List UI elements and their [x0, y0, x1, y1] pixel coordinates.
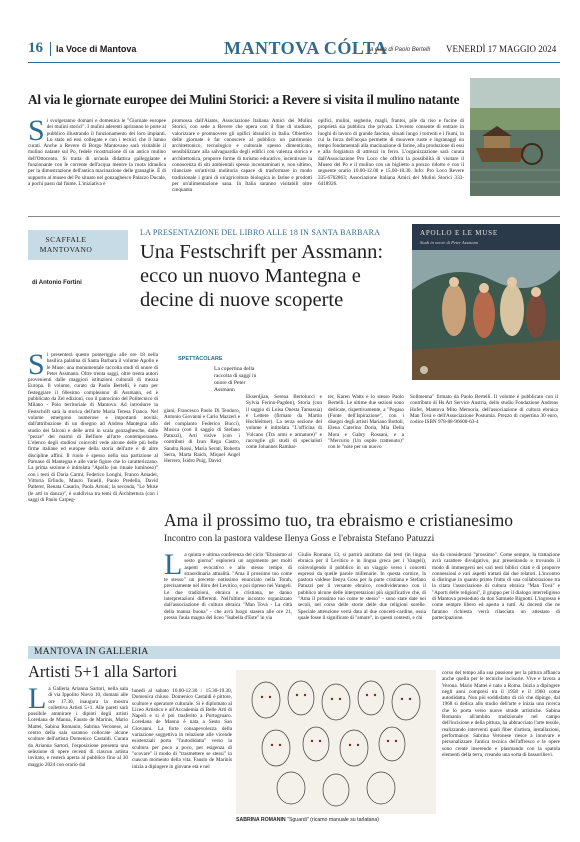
book-series-title: APOLLO E LE MUSE	[420, 229, 498, 237]
festschrift-col5-text: Sollmenna" firmato da Paolo Bertelli. Il volume è pubblicato con il contributo di Hs Art Service Austria, dello studio Fondazione Andreas Hofer, Mantova Mito Memoria, dell'associazione di cultura ebraica Man Tovà e dell'Associazione Postumia. Prezzo di copertina 30 euro, codice ISBN 978-88-96600-63-4	[410, 394, 558, 426]
issue-date: VENERDÌ 17 MAGGIO 2024	[446, 44, 557, 54]
festschrift-col1-text: i presenterà questo pomeriggio alle ore 18 nella basilica palatina di Santa Barbara il volume Apollo e le Muse: una monumentale raccolta studi di onore di Peter Assmann. Oltre trenta saggi, oltre trenta autori provenienti dalle maggiori istituzioni culturali di mezza Europa. Il volume, curato da Paolo Bertelli, è nato per festeggiare il 60esimo compleanno di Assmann, ed è pubblicato da Zel edizioni, con il patrocinio del Politecnico di Milano - Polo territoriale di Mantova. Ad introdurre la Festschrift sarà la storica dell'arte Maria Teresa Franco. Nel volume emergono numerose e importanti novità: dall'attribuzione di un disegno ad Andrea Mantegna allo studio dei falconi e delle armi in scala gonzaghesche, dalle "pezze" dei marmi di Belfiore all'arte contemporanea. L'elenco degli studiosi coinvolti vede alcune delle più belle firme italiane ed europee della storia dell'arte e di altre discipline affini. Il ruolo è spesso nella sua partizione al Parnaso di Mantegna e alle varie figure che lo caratterizzano. La prima sezione è intitolata "Apollo (un rituale luminoso)" con i testi di Daria Carmi, Federico Longhi, Franco Amadei, Vittoria Erlindo, Mauro Tonelli, Paolo Predella, David Palterer, Renata Casarin, Paola Artoni; la seconda, "Le Muse (le arti in danza)", è suddivisa tra temi di Architettura (con i saggi di Paolo Carpeg-	[28, 352, 158, 503]
article-author: di Antonio Fortini	[32, 280, 82, 286]
sguardi-artwork	[236, 670, 436, 814]
ebraismo-headline: Ama il prossimo tuo, tra ebraismo e cristianesimo	[164, 510, 513, 530]
festschrift-col2-text: giani, Francesco Paolo Di Teodoro, Antonio Giovanni e Carlo Mazzeri e del compianto Federico Bucci), Musica (con il saggio di Stefano Patuzzi), Arti visive (con i contributi di Ivan Rega Castro, Sandra Rossi, Maria Serati, Roberta Serra, Marta Raich, Miquel Angel Herrero, Isidro Puig, David	[164, 408, 240, 465]
artwork-caption	[236, 817, 436, 823]
mulini-dropcap: S	[28, 118, 45, 147]
galleria-column-1	[28, 686, 128, 826]
book-subtitle: Studi in onore di Peter Assmann	[420, 240, 479, 245]
mulini-col1-text: i svolgeranno domani e domenica le "Giornate europee dei mulini storici". I mulini aderenti apriranno le porte al pubblico illustrando il funzionamento dei loro impianti. Lo stato ed essi collegate e con i tecnici che li hanno curati. Anche a Revere di Borgo Mantovano sarà visitabile il mulino natante sul Po, fedele ricostruzione di un antico mulino dell'Ottocento. Si tratta di un'aula didattica galleggiante e funzionante con le corrente dell'acqua mentre la ruota idraulica per la dimostrazione dell'antica macinazione delle granaglie. È di supporto al museo del Po situato nel gonzaghesco Palazzo Ducale, a pochi passi dal fiume. L'iniziativa è	[28, 118, 166, 187]
festschrift-headline: Una Festschrift per Assmann: ecco un nuovo Mantegna e decine di nuove scoperte	[140, 241, 384, 311]
book-cover	[412, 224, 560, 380]
ebraismo-col3-text: sia da considerarsi "prossimo". Come sempre, la trattazione avrà carattere divulgativo, pur presentando e trovando il modo di immergersi nei vari testi biblici citati e di proporre connessioni e vari aspetti trattati dai due relatori. L'incontro si distingue in quanto primo frutto di una collaborazione tra la citata l'associazione di cultura ebraica "Man Tovà" e "Aporti delle religioni", il gruppo per il dialogo interreligioso di Mantova presieduto da don Samuele Bignotti. L'ingresso è come sempre libero ed aperto a tutti. Ai docenti che ne faranno richiesta verrà rilasciato un attestato di partecipazione.	[432, 552, 560, 621]
festschrift-column-1	[28, 352, 158, 638]
galleria-column-2	[132, 688, 232, 826]
section-title: MANTOVA CÓLTA	[224, 38, 388, 58]
galleria-col2-text: lunedì al sabato 10.00-12.30 / 15.30-19.30, Domenica chiuso. Domenico Castaldi è pittore, scultore e operatore culturale. Si è diplomato al Liceo Artistico e all'Accademia di Belle Arti di Napoli e si è poi trasferito a Portogruaro. Loredana de Manno è nata a Sesto San Giovanni. La forte consapevolezza della variazione soggettiva in relazione alle vicende esistenziali porta "l'autodidatta" verso la scultura per poco a poco, per esigenza di "scovare" il modo di "trasmettere se stessi" in ciascun momento della vita. Fausto de Marinis inizia a dipingere in giovane età e nel	[132, 688, 232, 770]
galleria-col1-text: a Galleria Arianna Sartori, nella sala di via Ippolito Nievo 10, domani alle ore 17.30, inaugura la mostra collettiva Artisti 5+1. Alle pareti sarà possibile ammirare i dipinti degli artisti Loredana de Manna, Fausto de Marinis, Mario Mattei, Sabina Romanin, Sabrina Veronese, al centro della sala saranno collocate alcune sculture dell'artista Domenico Castaldi. Curata da Arianna Sartori, l'esposizione presenta una selezione di opere recenti di ciascun artista invitato, e resterà aperta al pubblico fino al 30 maggio 2024 con orario dal	[28, 686, 128, 768]
ebraismo-subhead: Incontro con la pastora valdese Ilenya Goss e l'ebraista Stefano Patuzzi	[164, 534, 435, 544]
galleria-section-band	[28, 646, 560, 659]
ebraismo-column-2	[298, 552, 426, 640]
column-label-box	[28, 230, 128, 260]
festschrift-column-5	[410, 394, 558, 504]
page-number: 16	[28, 40, 43, 56]
mulini-bottom-rule	[28, 216, 560, 217]
galleria-section-label: MANTOVA IN GALLERIA	[34, 647, 149, 657]
cover-caption: La copertina della raccolta di saggi in onore di Peter Assmann	[214, 366, 257, 393]
festschrift-column-2	[164, 408, 240, 504]
mulini-col2-text: promossa dall'Aiams, Associazione Italiana Amici dei Mulini Storici, con sede a Revere che opera con il fine di studiare, valorizzare e promuovere gli opifici idraulici in Italia. Obiettivo delle giornate è far conoscere al pubblico un patrimonio architettonico, tecnologico e culturale spesso dimenticato, sensibilizzare alla salvaguardia degli edifici con valenza storica e architettonica, proporre forme di turismo educativo, incentivare la conoscenza di siti ambientali spesso incontaminati e, non ultimo, rilanciare un'attività molitoria capace di trasformare in modo tradizionale i grani di un'agricoltura biologica in farine e prodotti per un'alimentazione sana. In Italia saranno visitabili oltre cinquanta	[172, 118, 312, 194]
festschrift-kicker: LA PRESENTAZIONE DEL LIBRO ALLE 18 IN SANTA BARBARA	[140, 228, 381, 237]
ebraismo-col2-text: Giulio Romano 13, si partirà anzitutto dai testi (in lingua ebraica per il Levitico e in lingua greca per i Vangeli), coinvolgendo il pubblico in un viaggio verso i concetti espressi da quelle parole millenarie. In questa cornice, la pastora valdese Ilenya Goss per la parte cristiana e Stefano Patuzzi per il versante ebraico, condivideranno con il pubblico alcune delle interpretazioni più significative che, di "Ama il prossimo tuo come te stesso" - sono state date nei secoli, nel corso delle storie delle due religioni sorelle. Speciale attenzione verrà data al due concetti-cardine, ossia quale fosse il significato di "amare", in questi contesti, e chi	[298, 552, 426, 621]
galleria-column-3	[442, 670, 560, 828]
ebraismo-col1-text: a quinta e ultima conferenza del ciclo "Ebraismo al sesto giorno" esplorerà un argomento per molti aspetti evocativo e allo stesso tempo di straordinaria attualità. "Ama il prossimo tuo come te stesso" un precetto notissimo enunciato nella Torah, precisamente nel libro del Levitico, e poi ripreso nei Vangeli. Le due tradizioni, ebraica e cristiana, ne danno interpretazioni differenti. Nell'ultimo incontro organizzato dall'associazione di cultura ebraica "Man Tovà - La città della manna buona" - che avrà luogo stasera alle ore 21, presso l'aula magna del liceo "Isabella d'Este" in via	[164, 552, 292, 621]
header-divider	[50, 42, 51, 56]
artwork-caption-title: "Sguardi" (ricamo manuale su tarlatana)	[287, 817, 380, 823]
ebraismo-column-3	[432, 552, 560, 640]
artwork-caption-artist: SABRINA ROMANIN	[236, 817, 286, 823]
galleria-headline: Artisti 5+1 alla Sartori	[28, 662, 178, 681]
mulini-column-2	[172, 118, 312, 200]
mulini-col3-text: opifici, mulini, segherie, magli, frantoi, pile da riso e fucine di proprietà sia pubblica che privata. L'evento consente di entrare in luoghi di lavoro di grande fascino, situati lungo i torrenti e i fiumi, in cui la forza dell'acqua permette di muovere ruote e ingranaggi un tempo fondamentali alla macinazione di farine, alla produzione di essi e alla forgiatura di attrezzi in ferro. L'organizzazione sarà curata dall'Associazione Pro Loco che offrirà la possibilità di visitare il Museo del Po e il mulino con un biglietto a prezzo ridotto e con il seguente orario 10.00-12.00 e 15.00-18.30. Info: Pro Loco Revere 335-6702863; Associazione Italiana Amici dei Mulini Storici 333-6418926.	[318, 118, 464, 187]
mulini-column-3	[318, 118, 464, 200]
festschrift-dropcap: S	[28, 352, 45, 381]
galleria-dropcap: L	[28, 686, 47, 715]
galleria-col3-text: corso del tempo alla sua passione per la pittura affianca anche quella per le tecniche incisorie. Vive e lavora a Verona. Mario Mattei è nato a Roma. Inizia a dipingere negli anni compresi tra il 1958 e il 1960 come autodidatta. Non più soddisfatto di ciò che dipinge, dal 1968 si dedica allo studio dell'arte e inizia una ricerca che lo porta verso nuove strade artistiche. Sabina Romanin all'ambito tradizionale nel campo dell'incisione e della pittura, ha abbracciato l'arte tessile, realizzando interventi quali fiber d'artista, installazioni, performance. Sabrina Veronese riesce a innovare e personalizzare l'antica tecnica dell'affresco e le opere sono create inserendo e plasmando con la spatola elementi della terra, creando una sorta di bassorilievi.	[442, 670, 560, 758]
mulini-headline: Al via le giornate europee dei Mulini Storici: a Revere si visita il mulino natante	[28, 92, 460, 107]
header-rule	[28, 62, 560, 63]
book-cover-painting	[412, 250, 560, 380]
ebraismo-dropcap: L	[164, 552, 183, 581]
festschrift-column-3	[246, 394, 322, 504]
mill-boat-photo	[470, 78, 560, 196]
page-header	[28, 38, 560, 60]
ebraismo-column-1	[164, 552, 292, 640]
festschrift-column-4	[328, 394, 404, 504]
column-label: SCAFFALE MANTOVANO	[39, 235, 93, 254]
section-curator: a cura di Paolo Bertelli	[370, 47, 431, 53]
publication-name: la Voce di Mantova	[56, 44, 137, 54]
spettacolare-label: SPETTACOLARE	[178, 356, 223, 362]
mulini-column-1	[28, 118, 166, 200]
festschrift-col4-text: ter, Karen Watts e lo stesso Paolo Bertelli. Le ultime due sezioni sono dedicate, rispettivamente, a "Pegaso (Fonte dell'Ispirazione", con i disegni degli artisti Mariano Bottoli, Elena Caterina Doria, Mia Della Mora e Gabry Rossani, e a "Mercurio (Un ospite trattenuto)" con le "note per un nuovo	[328, 394, 404, 451]
festschrift-col3-text: Ekserdjian, Serena Bertolucci e Sylvia Ferino-Pagden), Storia (con il saggio di Luisa Onesta Tamassia) e Lettere (firmato da Martin Hochleitner). La terza sezione del volume è intitolata "L'officina di Vulcano (Tra armi e armature)" e raccoglie gli studi di specialisti come Johannes Ramhar-	[246, 394, 322, 451]
